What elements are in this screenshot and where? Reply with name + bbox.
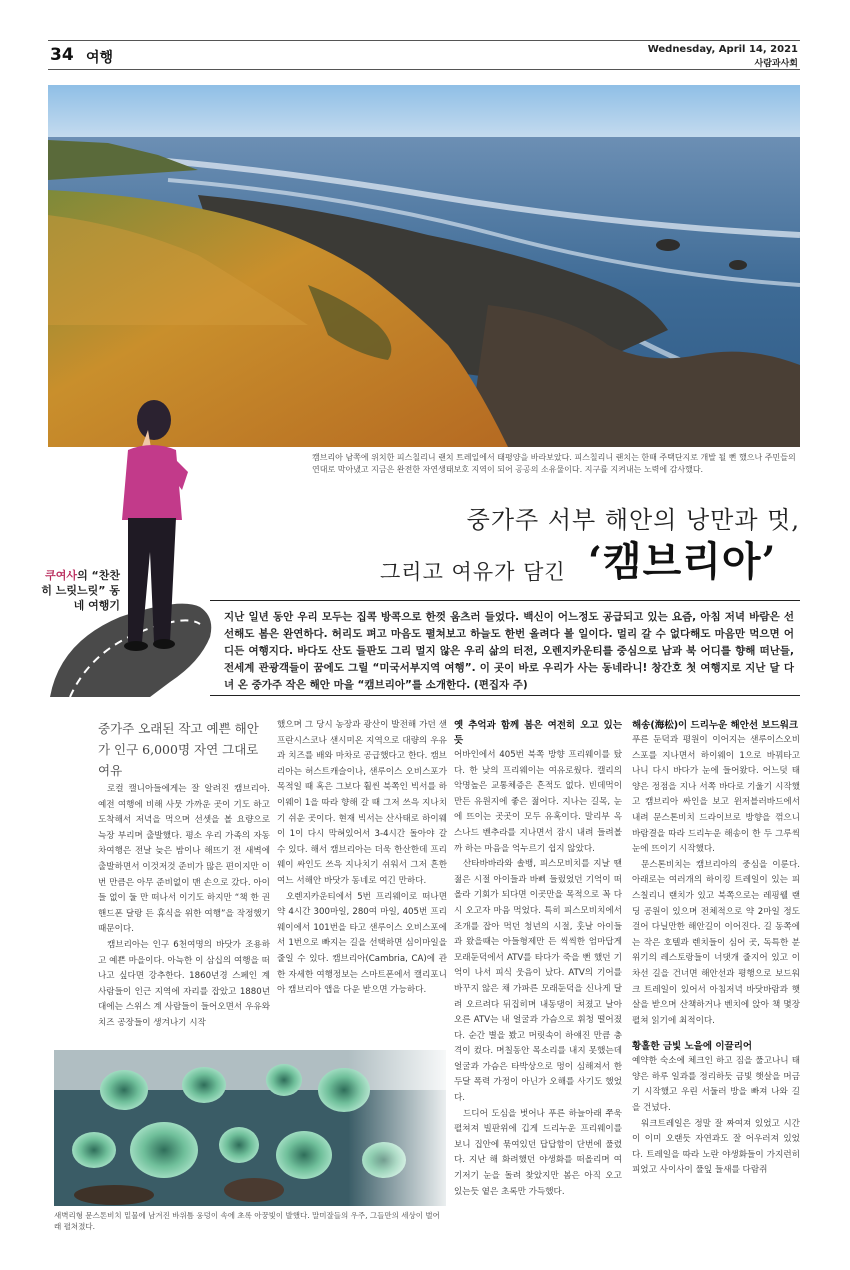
paragraph: 문스톤비치는 캠브리아의 중심을 이룬다. 아래로는 여러개의 하이킹 트레일이 있는 피스칠리니 랜치가 있고 북쪽으로는 레핑웰 랜딩 공원이 있으며 전체적으로 약 2마일 정도 걸어 다닐만한 해안길이 이어진다. 길 동쪽에는 작은 호텔과 렌치들이 심어 곳, 독특한 분위기의 레스토랑들이 너댓개 줄지어 있고 이차선 길을 건너면 해안선과 평행으로 보드워크 트레일이 있어서 아침저녁 바닷바람과 햇살을 받으며 산책하거나 벤치에 앉아 책 몇장 펼쳐 읽기에 최적이다. bbox=[632, 859, 800, 1026]
article-column-1 bbox=[98, 782, 270, 1032]
paragraph: 어바인에서 405번 북쪽 방향 프리웨이를 탔다. 한 낮의 프리웨이는 여유로웠다. 캘리의 악명높은 교통체증은 흔적도 없다. 빈데먹이 만든 유원지에 좋은 젊어다. 지나는 길목, 눈에 뜨이는 곳곳이 모두 유혹이다. 말리부 옥스나드 벤추라를 지나면서 잠시 내려 들려볼까 하는 마음을 억누르기 쉽지 않았다. bbox=[454, 750, 622, 854]
paragraph: 예약한 숙소에 체크인 하고 짐을 풀고나니 태양은 하루 일과를 정리하듯 금빛 햇살을 머금기 시작했고 우린 서둘러 방을 빠져 나와 길을 건넜다. bbox=[632, 1056, 800, 1114]
lead-paragraph: 지난 일년 동안 우리 모두는 집콕 방콕으로 한껏 움츠러 들었다. 백신이 어느정도 공급되고 있는 요즘, 아침 저녁 바람은 선선해도 봄은 완연하다. 허리도 펴고 마음도 펼쳐보고 하늘도 한번 올려다 볼 일이다. 멀리 갈 수 없다해도 마음만 먹으면 어디든 여행지다. 바다도 산도 들판도 그리 멀지 않은 우리 삶의 터전, 오렌지카운티를 중심으로 남과 북 어디를 향해 떠난들, 전세계 관광객들이 꿈에도 그릴 “미국서부지역 여행”. 이 곳이 바로 우리가 사는 동네라니! 창간호 첫 여행지로 지난 달 다녀 온 중가주 작은 해안 마을 “캠브리아”를 소개한다. (편집자 주) bbox=[224, 611, 794, 691]
article-column-2 bbox=[277, 718, 447, 999]
paragraph: 오렌지카운티에서 5번 프리웨이로 떠나면 약 4시간 300마일, 280여 마일, 405번 프리웨이에서 101번을 타고 샌루이스 오비스포에서 1번으로 빠지는 길을 선택하면 심이마일을 줄일 수 있다. 캠브리아(Cambria, CA)에 관한 자세한 여행정보는 스마트폰에서 캘리포니아 캠브리아 앱을 다운 받으면 가능하다. bbox=[277, 891, 447, 996]
paragraph: 산타바바라와 솔뱅, 피스모비치를 지날 땐 젊은 시절 아이들과 바삐 들렀었던 기억이 떠올라 기회가 되다면 이곳만을 목적으로 꼭 다시 오고자 마음 먹었다. 특히 피스모비치에서 조개를 잡아 먹던 청년의 시절, 훗날 아이들과 왔을때는 아들형제만 든 씩씩한 엄마답게 모래둔덕에서 ATV를 타다가 죽을 뻔 했던 기억이 나서 피식 웃음이 났다. ATV의 기어를 바꾸지 않은 채 가파른 모래둔덕을 신나게 달려 오르려다 뒤집히며 내동댕이 쳐졌고 날아오른 ATV는 내 얼굴과 가슴으로 휘청 떨어졌다. 순간 별을 봤고 머릿속이 하얘진 만큼 충격이 컸다. 며칠동안 목소리를 내지 못했는데 얼굴과 가슴은 타박상으로 멍이 심해져서 한 두달 폭력 가정이 아닌가 오해를 사기도 했었다. bbox=[454, 859, 622, 1104]
paragraph: 드디어 도심을 벗어나 푸른 하늘아래 쭈욱 펼쳐져 빌판위에 깁게 드리누운 프리웨이를 보니 집안에 묶여있던 답답함이 단번에 풀렸다. 지난 해 화려했던 야생화를 떠올리며 여기저기 눈을 돌려 찾았지만 봄은 아직 오고 있는듯 옅은 초록만 가득했다. bbox=[454, 1108, 622, 1197]
paper-name: 사람과사회 bbox=[754, 59, 798, 69]
hero-caption: 캠브리아 남쪽에 위치한 피스칠리니 랜치 트레일에서 태평양을 바라보았다. 피스칠리니 랜치는 한때 주택단지로 개발 될 뻔 했으나 주민들의 연대로 막아냈고 지금은 완전한 자연생태보호 지역이 되어 공공의 소유물이다. 지구를 지켜내는 노력에 감사했다. bbox=[312, 453, 796, 474]
article-column-3 bbox=[454, 718, 622, 1200]
article-column-4 bbox=[632, 718, 800, 1179]
paragraph: 했으며 그 당시 농장과 광산이 발전해 가던 샌프란시스코나 샌시미온 지역으로 대량의 우유과 치즈를 배와 마차로 공급했다고 한다. 캠브리아는 허스트캐슬이나, 샌루이스 오비스포가 목적일 때 혹은 그보다 훨씬 북쪽인 빅서를 하이웨이 1을 따라 향해 갈 때 그저 쓰윽 지나치기 쉬운 곳이다. 현재 빅서는 산사태로 하이웨이 1이 다시 막혀있어서 3-4시간 돌아야 갈 수 있다. 해서 캠브리아는 더욱 한산한데 프리웨이 싸인도 쓰윽 지나치기 쉬워서 그저 흔한 여느 서해안 바닷가 동네로 여긴 만하다. bbox=[277, 720, 447, 886]
paragraph: 로컬 캘니아들에게는 잘 알려진 캠브리아. 예전 여행에 비해 사뭇 가까운 곳이 기도 하고 도착해서 저녁을 먹으며 선셋을 볼 요량으로 늑장 부리며 출발했다. 평소 우리 가족의 자동차여행은 전날 늦은 밤이나 해뜨기 전 새벽에 출발하면서 이것저것 준비가 많은 편이지만 이번 만큼은 아무 준비없이 맨 손으로 갔다. 아이들 없이 둘 만 떠나서 이기도 하지만 “책 한 권 핸드폰 달랑 든 휴식을 위한 여행”을 작정했기 때문이다. bbox=[98, 784, 270, 935]
anemone-photo bbox=[54, 1050, 446, 1206]
page-header bbox=[48, 40, 800, 70]
section-title: 여행 bbox=[86, 50, 114, 66]
woman-illustration bbox=[50, 392, 220, 697]
byline-text: 의 “찬찬히 느릿느릿” 동네 여행기 bbox=[41, 569, 120, 612]
anemone-caption: 새벽리형 문스톤비치 밑물에 남겨진 바위틈 웅덩이 속에 초록 아꿍빛이 발했다. 말미잘들의 우주, 그들만의 세상이 벌어래 펼쳐졌다. bbox=[54, 1211, 440, 1231]
headline-line2-prefix: 그리고 여유가 담긴 bbox=[380, 560, 566, 584]
paragraph: 워크트레일은 정말 잘 짜여져 있었고 시간이 이미 오랜듯 자연과도 잘 어우러져 있었다. 트레일을 따라 노란 야생화들이 가지런히 피었고 사이사이 풀잎 들새를 다람쥐 bbox=[632, 1118, 800, 1176]
section-heading: 옛 추억과 함께 봄은 여전히 오고 있는 듯 bbox=[454, 720, 622, 746]
paragraph: 푸른 둔덕과 평원이 이어지는 샌루이스오비스포를 지나면서 하이웨이 1으로 바꿔타고 나니 다시 바다가 눈에 들어왔다. 어느덧 태양은 정점을 지나 서쪽 바다로 기울기 시작했고 캠브리아 싸인을 보고 윈저블러바드에서 내려 문스톤비치 드라이브로 방향을 꺾으니 바람결을 따라 드리누운 해송이 한 두 그루씩 눈에 뜨이기 시작했다. bbox=[632, 735, 800, 855]
section-heading: 해송(海松)이 드리누운 해안선 보드워크 bbox=[632, 720, 799, 731]
issue-date: Wednesday, April 14, 2021 bbox=[647, 44, 798, 55]
page-number: 34 bbox=[50, 45, 74, 65]
paragraph: 캠브리아는 인구 6천여명의 바닷가 조용하고 예쁜 마을이다. 아늑한 이 삼십의 여행을 떠나고 싶다면 강추한다. 1860년경 스페인 계 사람들이 인근 지역에 자리를 잡았고 1880년 대에는 스위스 계 사람들이 들어오면서 우유와 치즈 공장들이 생겨나기 시작 bbox=[98, 939, 270, 1028]
byline-brand: 쿠여사 bbox=[45, 569, 78, 582]
lead-box bbox=[210, 600, 800, 696]
subhead: 중가주 오래된 작고 예쁜 해안가 인구 6,000명 자연 그대로 여유 bbox=[98, 721, 259, 778]
byline bbox=[38, 568, 120, 613]
headline-line2-main: ‘캠브리아’ bbox=[588, 538, 777, 585]
anemone-illustration bbox=[54, 1050, 446, 1206]
headline-line1: 중가주 서부 해안의 낭만과 멋, bbox=[466, 506, 800, 534]
section-heading: 황홀한 금빛 노을에 이끌리어 bbox=[632, 1041, 753, 1053]
